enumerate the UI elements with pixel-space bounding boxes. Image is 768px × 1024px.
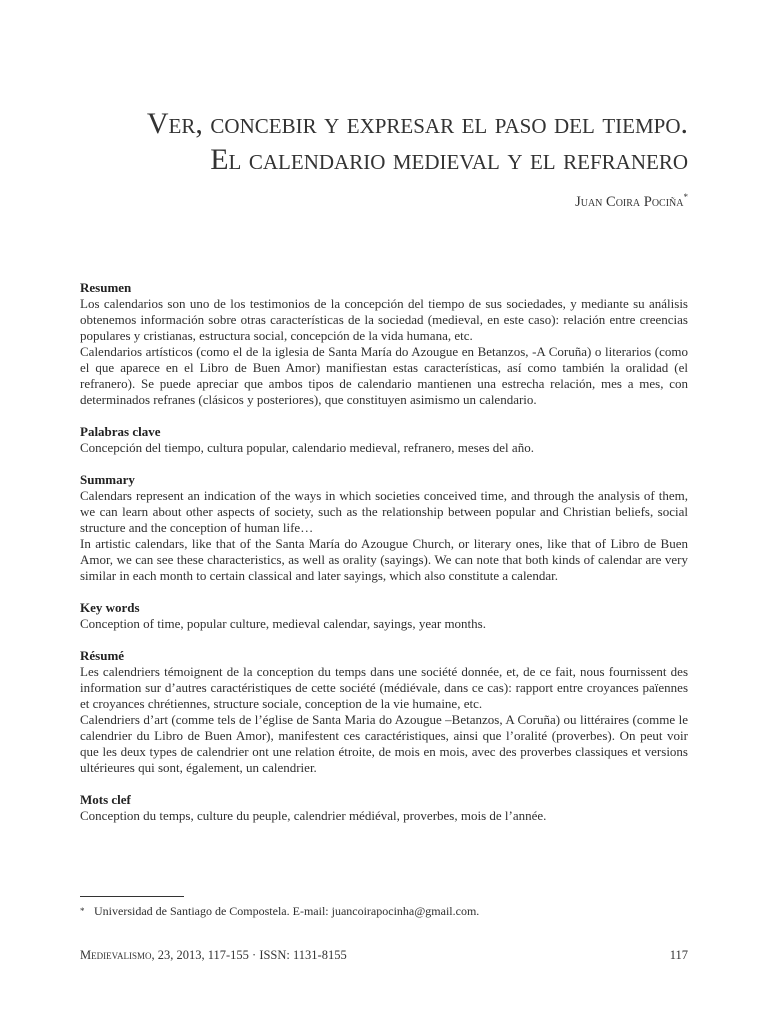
section-paragraph: Conception du temps, culture du peuple, calendrier médiéval, proverbes, mois de l’année. bbox=[80, 808, 547, 823]
author-line bbox=[80, 192, 688, 211]
section-heading: Palabras clave bbox=[80, 424, 161, 439]
page-number: 117 bbox=[669, 948, 688, 962]
section-palabras-clave bbox=[80, 424, 688, 456]
section-mots-clef bbox=[80, 792, 688, 824]
author-name: Juan Coira Pociña bbox=[575, 193, 684, 210]
title-line-1: Ver, concebir y expresar el paso del tiempo. bbox=[146, 107, 688, 140]
section-heading: Mots clef bbox=[80, 792, 131, 807]
section-paragraph: Calendarios artísticos (como el de la iglesia de Santa María do Azougue en Betanzos, -A Coruña) o literarios (como el que aparece en el Libro de Buen Amor) manifiestan estas características, así como también la oralidad (el refranero). Se puede apreciar que ambos tipos de calendario mantienen una estrecha relación, mes a mes, con determinados refranes (clásicos y posteriores), que constituyen asimismo un calendario. bbox=[80, 344, 688, 407]
section-paragraph: Calendars represent an indication of the ways in which societies conceived time, and through the analysis of them, we can learn about other aspects of society, such as the relationship between popular and Christian beliefs, social structure and the conception of human life… bbox=[80, 488, 688, 535]
section-summary bbox=[80, 472, 688, 584]
page-footer bbox=[80, 948, 688, 963]
footnote-divider bbox=[80, 896, 184, 897]
section-heading: Key words bbox=[80, 600, 140, 615]
footnote bbox=[80, 904, 688, 919]
section-paragraph: Concepción del tiempo, cultura popular, calendario medieval, refranero, meses del año. bbox=[80, 440, 534, 455]
section-resume bbox=[80, 648, 688, 776]
footnote-text: Universidad de Santiago de Compostela. E-mail: juancoirapocinha@gmail.com. bbox=[94, 904, 480, 918]
footnote-mark: * bbox=[80, 906, 85, 916]
journal-citation: , 23, 2013, 117-155 · ISSN: 1131-8155 bbox=[151, 948, 347, 962]
section-paragraph: Conception of time, popular culture, medieval calendar, sayings, year months. bbox=[80, 616, 486, 631]
abstract-block bbox=[80, 280, 688, 840]
section-resumen bbox=[80, 280, 688, 408]
article-title bbox=[80, 106, 688, 178]
title-line-2: El calendario medieval y el refranero bbox=[210, 143, 688, 176]
section-paragraph: Los calendarios son uno de los testimonios de la concepción del tiempo de sus sociedades, y mediante su análisis obtenemos información sobre otras características de la sociedad (medieval, en este caso): relación entre creencias populares y cristianas, estructura social, concepción de la vida humana, etc. bbox=[80, 296, 688, 343]
section-paragraph: Les calendriers témoignent de la conception du temps dans une société donnée, et, de ce fait, nous fournissent des information sur d’autres caractéristiques de cette société (médiévale, dans ce cas): rapport entre croyances païennes et croyances chrétiennes, structure sociale, conception de la vie humaine, etc. bbox=[80, 664, 688, 711]
section-heading: Summary bbox=[80, 472, 135, 487]
journal-name: Medievalismo bbox=[80, 948, 152, 962]
section-heading: Résumé bbox=[80, 648, 125, 663]
section-heading: Resumen bbox=[80, 280, 132, 295]
author-footnote-mark: * bbox=[683, 192, 688, 202]
section-key-words bbox=[80, 600, 688, 632]
section-paragraph: Calendriers d’art (comme tels de l’église de Santa Maria do Azougue –Betanzos, A Coruña) ou littéraires (comme le calendrier du Libro de Buen Amor), manifestent ces caractéristiques, ainsi que l’oralité (proverbes). On peut voir que les deux types de calendrier ont une relation étroite, de mois en mois, avec des proverbes classiques et versions ultérieures qui sont, également, un calendrier. bbox=[80, 712, 688, 775]
section-paragraph: In artistic calendars, like that of the Santa María do Azougue Church, or literary ones, like that of Libro de Buen Amor, we can see these characteristics, as well as orality (sayings). We can note that both kinds of calendar are very similar in each month to certain classical and later sayings, which also constitute a calendar. bbox=[80, 536, 688, 583]
